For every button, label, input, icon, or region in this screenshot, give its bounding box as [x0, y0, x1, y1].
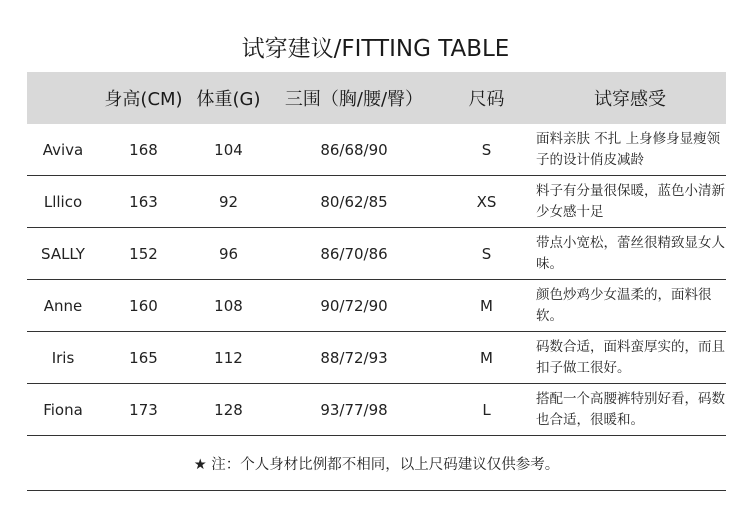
- cell-weight: 108: [214, 296, 243, 315]
- cell-height: 152: [129, 244, 158, 263]
- cell-name: Anne: [43, 296, 83, 315]
- table-row: [27, 228, 726, 280]
- table-row: [27, 384, 726, 436]
- table-row: [27, 124, 726, 176]
- cell-feedback: 码数合适，面料蛮厚实的，而且扣子做工很好。: [536, 338, 725, 376]
- cell-height: 160: [129, 296, 158, 315]
- table-row: [27, 176, 726, 228]
- cell-feedback: 颜色炒鸡少女温柔的，面料很软。: [536, 286, 712, 324]
- cell-size: M: [480, 348, 493, 367]
- cell-measurements: 80/62/85: [320, 192, 388, 211]
- cell-feedback: 带点小宽松，蕾丝很精致显女人味。: [536, 234, 725, 272]
- cell-name: Iris: [51, 348, 75, 367]
- cell-name: Fiona: [43, 400, 83, 419]
- cell-measurements: 86/70/86: [320, 244, 388, 263]
- footnote: ★ 注：个人身材比例都不相同，以上尺码建议仅供参考。: [27, 436, 726, 491]
- table-header: [27, 72, 726, 124]
- cell-feedback: 搭配一个高腰裤特别好看，码数也合适，很暖和。: [536, 390, 725, 428]
- table-row: [27, 332, 726, 384]
- cell-size: S: [481, 140, 492, 159]
- header-weight: 体重(G): [196, 89, 261, 110]
- fitting-table: [27, 72, 726, 491]
- cell-feedback: 料子有分量很保暖，蓝色小清新少女感十足: [536, 182, 725, 220]
- header-height: 身高(CM): [104, 89, 183, 110]
- cell-measurements: 86/68/90: [320, 140, 388, 159]
- header-size: 尺码: [468, 89, 505, 110]
- cell-size: L: [482, 400, 491, 419]
- cell-weight: 104: [214, 140, 243, 159]
- cell-weight: 128: [214, 400, 243, 419]
- cell-measurements: 93/77/98: [320, 400, 388, 419]
- cell-name: Aviva: [42, 140, 84, 159]
- table-row: [27, 280, 726, 332]
- header-feedback: 试穿感受: [594, 89, 666, 110]
- cell-size: M: [480, 296, 493, 315]
- cell-measurements: 90/72/90: [320, 296, 388, 315]
- header-measurements: 三围（胸/腰/臀）: [284, 89, 424, 110]
- cell-height: 168: [129, 140, 158, 159]
- cell-height: 173: [129, 400, 158, 419]
- cell-name: Lllico: [43, 192, 83, 211]
- page-title: 试穿建议/FITTING TABLE: [241, 36, 510, 62]
- cell-size: S: [481, 244, 492, 263]
- cell-measurements: 88/72/93: [320, 348, 388, 367]
- cell-size: XS: [476, 192, 497, 211]
- cell-height: 163: [129, 192, 158, 211]
- cell-name: SALLY: [41, 244, 85, 263]
- cell-weight: 112: [214, 348, 243, 367]
- cell-height: 165: [129, 348, 158, 367]
- cell-weight: 92: [218, 192, 239, 211]
- cell-feedback: 面料亲肤 不扎 上身修身显瘦领子的设计俏皮减龄: [536, 130, 721, 168]
- cell-weight: 96: [218, 244, 239, 263]
